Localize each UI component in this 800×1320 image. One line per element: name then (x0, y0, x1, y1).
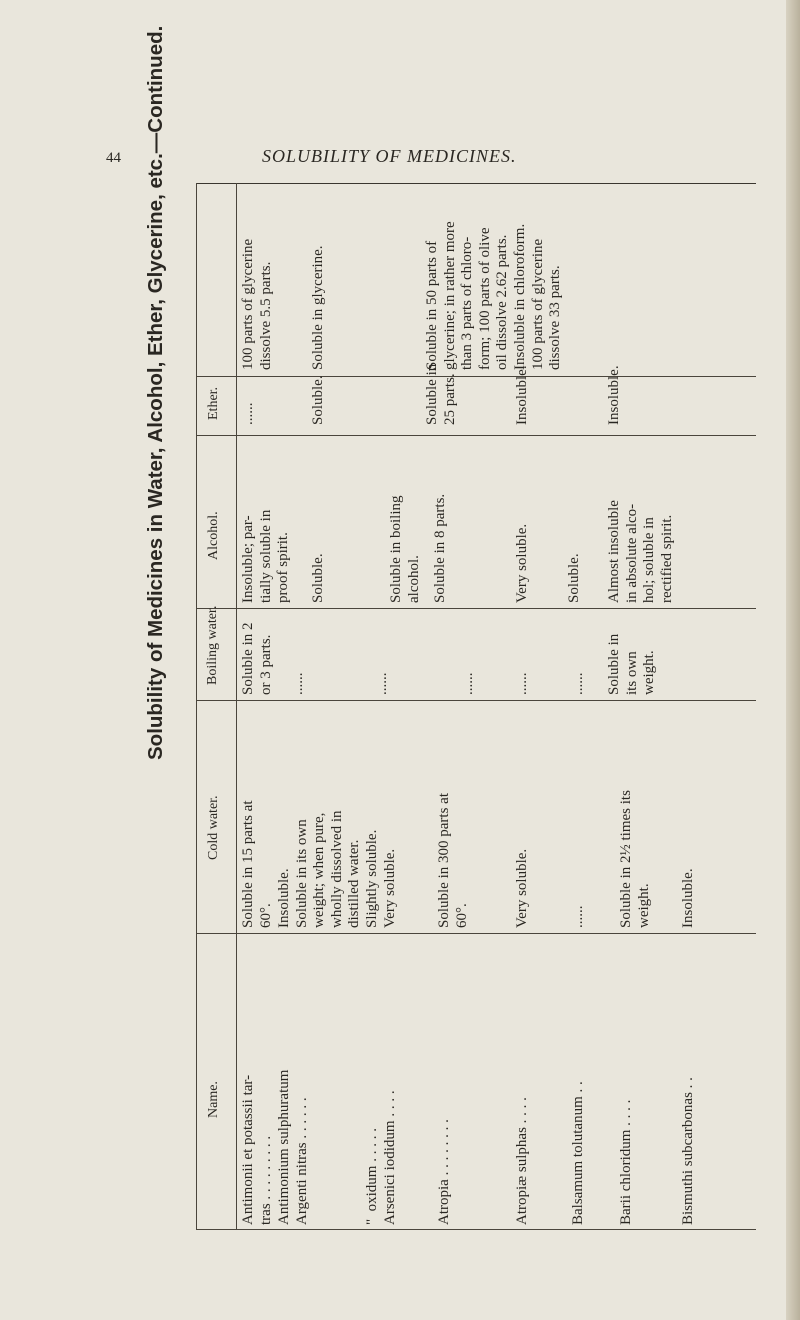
row7-cold-water: Soluble in 2½ times its weight. (618, 790, 652, 928)
table-top-rule (196, 183, 756, 184)
row7-boiling-water: Soluble in its own weight. (606, 633, 657, 695)
row6-alcohol: Soluble. (566, 553, 582, 603)
header-alcohol: Alcohol. (206, 511, 221, 560)
row5-ether: Insoluble. (514, 365, 530, 425)
row1-boiling-water: Soluble in 2 or 3 parts. (240, 622, 274, 695)
row4-name: Atropia . . . . . . . . (436, 1119, 452, 1225)
row1-alcohol: Insoluble; par- tially soluble in proof spirit. (240, 509, 291, 603)
row6-cold-water: ...... (570, 905, 586, 928)
row6-name: Balsamum tolutanum . . (570, 1081, 586, 1225)
row7-ether: Insoluble. (606, 365, 622, 425)
header-divider (236, 183, 237, 1230)
divider-cold-name (196, 933, 756, 934)
row2-name: Antimonium sulphuratum Argenti nitras . . . . . . (276, 1069, 310, 1225)
row2-ether: Soluble. (310, 375, 326, 425)
row2-alcohol: Soluble. (310, 553, 326, 603)
divider-alcohol-boiling (196, 608, 756, 609)
row3-glycerine: Soluble in 50 parts of glycerine; in rather more than 3 parts of chloro- form; 100 parts of olive oil dissolve 2.62 parts. (424, 221, 510, 370)
row5-glycerine: Insoluble in chloroform. 100 parts of glycerine dissolve 33 parts. (512, 223, 563, 370)
row3-alcohol: Soluble in boiling alcohol. (388, 495, 422, 603)
row6-boiling-water: ...... (570, 672, 586, 695)
row5-alcohol: Very soluble. (514, 523, 530, 603)
row5-boiling-water: ...... (514, 672, 530, 695)
row2-boiling-water: ...... (290, 672, 306, 695)
header-boiling-water: Boiling water. (205, 605, 220, 685)
row2-cold-water: Insoluble. Soluble in its own weight; when pure, wholly dissolved in distilled water. (276, 810, 362, 928)
header-cold-water: Cold water. (206, 795, 221, 860)
table-bottom-rule (196, 1229, 756, 1230)
row8-name: Bismuthi subcarbonas . . (680, 1077, 696, 1225)
divider-ether-alcohol (196, 435, 756, 436)
row1-cold-water: Soluble in 15 parts at 60°. (240, 800, 274, 928)
row1-glycerine: 100 parts of glycerine dissolve 5.5 parts. (240, 238, 274, 370)
row1-name: Antimonii et potassii tar- tras . . . . . . . . . (240, 1074, 274, 1225)
row3-ether: Soluble in 25 parts. (424, 363, 458, 425)
row7-name: Barii chloridum . . . . (618, 1099, 634, 1225)
running-head: SOLUBILITY OF MEDICINES. (262, 146, 517, 166)
row8-cold-water: Insoluble. (680, 868, 696, 928)
row5-cold-water: Very soluble. (514, 848, 530, 928)
row4-alcohol: Soluble in 8 parts. (432, 493, 448, 603)
row2-glycerine: Soluble in glycerine. (310, 245, 326, 370)
row3-name: " oxidum . . . . . Arsenici iodidum . . . . (364, 1090, 398, 1225)
header-ether: Ether. (206, 386, 221, 420)
page-number: 44 (106, 150, 121, 166)
row3-cold-water: Slightly soluble. Very soluble. (364, 829, 398, 928)
header-name: Name. (206, 1081, 221, 1118)
table-title: Solubility of Medicines in Water, Alcohol, Ether, Glycerine, etc.—Continued. (144, 25, 167, 760)
page-edge (786, 0, 800, 1320)
divider-glycerine-ether (196, 376, 756, 377)
row5-name: Atropiæ sulphas . . . . (514, 1097, 530, 1225)
table-left-rule (196, 183, 197, 1230)
row3-boiling-water: ...... (374, 672, 390, 695)
row4-boiling-water: ...... (460, 672, 476, 695)
row1-ether: ...... (240, 402, 256, 425)
row4-cold-water: Soluble in 300 parts at 60°. (436, 793, 470, 928)
divider-boiling-cold (196, 700, 756, 701)
row7-alcohol: Almost insoluble in absolute alco- hol; soluble in rectified spirit. (606, 500, 675, 603)
